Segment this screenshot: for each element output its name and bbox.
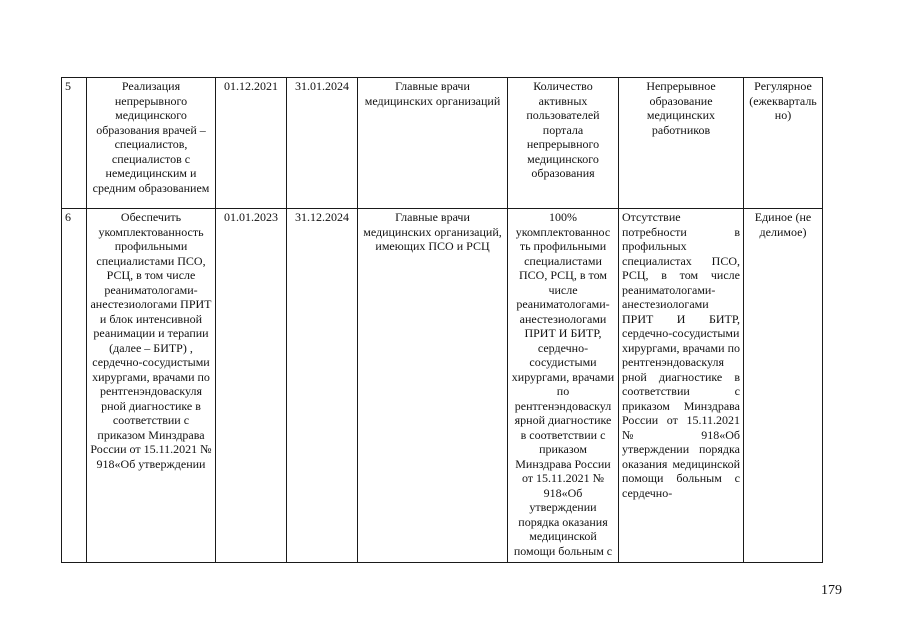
indicator-cell: Количество активных пользователей портала непрерывного медицинского образования [508, 78, 619, 209]
result-cell: Отсутствие потребности в профильных специалистах ПСО, РСЦ, в том числе реаниматологами-анестезиологами ПРИТ И БИТР, сердечно-сосудистыми хирургами, врачами по рентгенэндоваскуля рной диагностике в соответствии с приказом Минздрава России от 15.11.2021 № 918«Об утверждении порядка оказания медицинской помощи больным с сердечно- [619, 209, 744, 563]
table-row [62, 78, 823, 209]
row-number-cell: 6 [62, 209, 87, 563]
indicator-cell: 100% укомплектованнос ть профильными специалистами ПСО, РСЦ, в том числе реаниматологами-анестезиологами ПРИТ И БИТР, сердечно-сосудистыми хирургами, врачами по рентгенэндоваскул ярной диагностике в соответствии с приказом Минздрава России от 15.11.2021 № 918«Об утверждении порядка оказания медицинской помощи больным с [508, 209, 619, 563]
end-date-cell: 31.01.2024 [287, 78, 358, 209]
periodicity-cell: Единое (не делимое) [744, 209, 823, 563]
periodicity-cell: Регулярное (ежекварталь но) [744, 78, 823, 209]
page-number: 179 [821, 583, 842, 598]
table-row [62, 209, 823, 563]
end-date-cell: 31.12.2024 [287, 209, 358, 563]
row-number-cell: 5 [62, 78, 87, 209]
responsible-cell: Главные врачи медицинских организаций, имеющих ПСО и РСЦ [358, 209, 508, 563]
activity-name-cell: Обеспечить укомплектованность профильными специалистами ПСО, РСЦ, в том числе реаниматологами-анестезиологами ПРИТ и блок интенсивной реанимации и терапии (далее – БИТР) , сердечно-сосудистыми хирургами, врачами по рентгенэндоваскуля рной диагностике в соответствии с приказом Минздрава России от 15.11.2021 № 918«Об утверждении [87, 209, 216, 563]
start-date-cell: 01.01.2023 [216, 209, 287, 563]
activity-name-cell: Реализация непрерывного медицинского образования врачей – специалистов, специалистов с немедицинским и средним образованием [87, 78, 216, 209]
result-cell: Непрерывное образование медицинских работников [619, 78, 744, 209]
responsible-cell: Главные врачи медицинских организаций [358, 78, 508, 209]
start-date-cell: 01.12.2021 [216, 78, 287, 209]
plan-table [61, 77, 823, 563]
